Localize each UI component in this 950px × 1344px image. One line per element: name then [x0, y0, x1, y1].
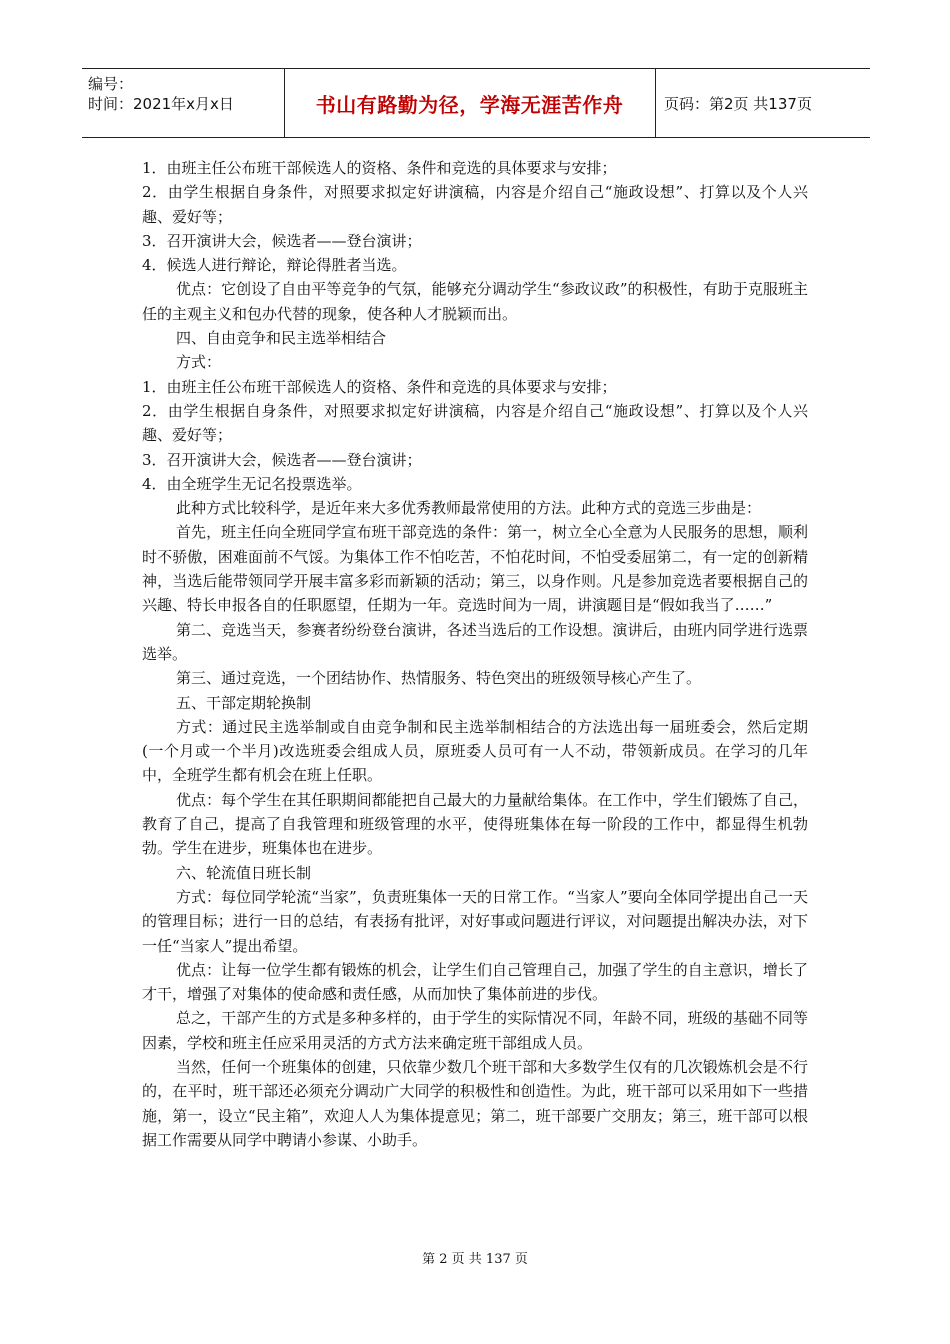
body-paragraph: 3．召开演讲大会，候选者——登台演讲；	[142, 231, 422, 250]
body-paragraph: 优点：它创设了自由平等竞争的气氛，能够充分调动学生“参政议政”的积极性，有助于克服班主任的主观主义和包办代替的现象，使各种人才脱颖而出。	[142, 280, 808, 323]
body-paragraph: 4．由全班学生无记名投票选举。	[142, 474, 362, 493]
body-paragraph: 方式：通过民主选举制或自由竞争制和民主选举制相结合的方法选出每一届班委会，然后定期(一个月或一个半月)改选班委会组成人员，原班委人员可有一人不动，带领新成员。在学习的几年中，全班学生都有机会在班上任职。	[142, 717, 808, 785]
body-paragraph: 六、轮流值日班长制	[176, 863, 312, 882]
page-header	[82, 68, 870, 138]
header-page-info: 页码：第2页 共137页	[664, 94, 812, 113]
body-paragraph: 当然，任何一个班集体的创建，只依靠少数几个班干部和大多数学生仅有的几次锻炼机会是不行的，在平时，班干部还必须充分调动广大同学的积极性和创造性。为此，班干部可以采用如下一些措施，第一，设立“民主箱”，欢迎人人为集体提意见；第二，班干部要广交朋友；第三，班干部可以根据工作需要从同学中聘请小参谋、小助手。	[142, 1057, 808, 1149]
body-paragraph: 方式：每位同学轮流“当家”，负责班集体一天的日常工作。“当家人”要向全体同学提出自己一天的管理目标；进行一日的总结，有表扬有批评，对好事或问题进行评议，对问题提出解决办法，对下一任“当家人”提出希望。	[142, 887, 808, 955]
body-paragraph: 方式：	[176, 353, 222, 372]
body-paragraph: 2．由学生根据自身条件，对照要求拟定好讲演稿，内容是介绍自己“施政设想”、打算以及个人兴趣、爱好等；	[142, 183, 808, 226]
body-paragraph: 首先，班主任向全班同学宣布班干部竞选的条件：第一，树立全心全意为人民服务的思想，顺利时不骄傲，困难面前不气馁。为集体工作不怕吃苦，不怕花时间，不怕受委屈第二，有一定的创新精神，当选后能带领同学开展丰富多彩而新颖的活动；第三，以身作则。凡是参加竞选者要根据自己的兴趣、特长申报各自的任职愿望，任期为一年。竞选时间为一周，讲演题目是“假如我当了……”	[142, 523, 808, 615]
document-date-label: 时间：2021年x月x日	[88, 95, 234, 113]
body-paragraph: 优点：让每一位学生都有锻炼的机会，让学生们自己管理自己，加强了学生的自主意识，增长了才干，增强了对集体的使命感和责任感，从而加快了集体前进的步伐。	[142, 960, 808, 1004]
body-paragraph: 五、干部定期轮换制	[176, 693, 312, 712]
body-paragraph: 4．候选人进行辩论，辩论得胜者当选。	[142, 256, 407, 275]
body-paragraph: 此种方式比较科学，是近年来大多优秀教师最常使用的方法。此种方式的竞选三步曲是：	[176, 499, 762, 518]
body-paragraph: 1．由班主任公布班干部候选人的资格、条件和竞选的具体要求与安排；	[142, 159, 617, 177]
body-paragraph: 第三、通过竞选，一个团结协作、热情服务、特色突出的班级领导核心产生了。	[176, 669, 702, 688]
body-paragraph: 第二、竞选当天，参赛者纷纷登台演讲，各述当选后的工作设想。演讲后，由班内同学进行选票选举。	[142, 620, 808, 663]
document-body	[142, 156, 808, 1152]
body-paragraph: 1．由班主任公布班干部候选人的资格、条件和竞选的具体要求与安排；	[142, 377, 617, 396]
header-divider	[655, 69, 656, 137]
header-motto: 书山有路勤为径，学海无涯苦作舟	[315, 92, 624, 117]
body-paragraph: 优点：每个学生在其任职期间都能把自己最大的力量献给集体。在工作中，学生们锻炼了自己，教育了自己，提高了自我管理和班级管理的水平，使得班集体在每一阶段的工作中，都显得生机勃勃。学生在进步，班集体也在进步。	[142, 790, 808, 858]
page-footer: 第 2 页 共 137 页	[422, 1252, 528, 1267]
body-paragraph: 2．由学生根据自身条件，对照要求拟定好讲演稿，内容是介绍自己“施政设想”、打算以及个人兴趣、爱好等；	[142, 401, 808, 445]
body-paragraph: 总之，干部产生的方式是多种多样的，由于学生的实际情况不同，年龄不同，班级的基础不同等因素，学校和班主任应采用灵活的方式方法来确定班干部组成人员。	[142, 1009, 808, 1052]
body-paragraph: 3．召开演讲大会，候选者——登台演讲；	[142, 450, 422, 469]
body-paragraph: 四、自由竞争和民主选举相结合	[176, 329, 387, 348]
header-meta	[82, 69, 284, 137]
document-number-label: 编号：	[88, 75, 134, 93]
